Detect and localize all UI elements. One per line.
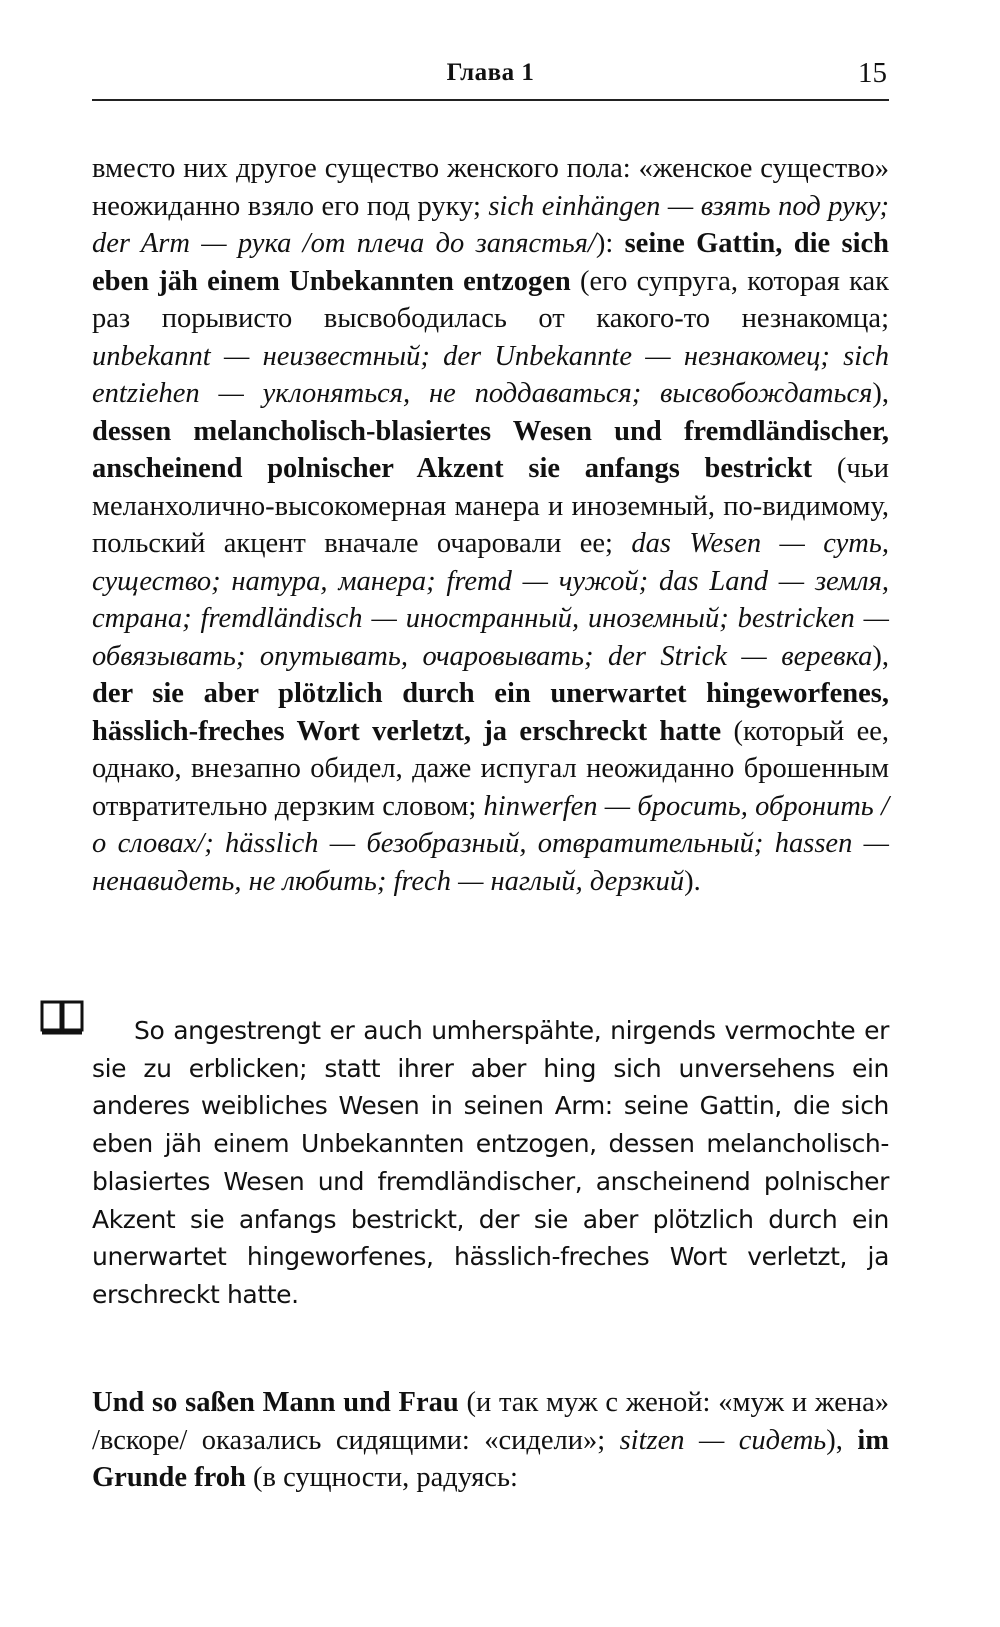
translation-text: (в сущности, радуясь: [245,1462,518,1493]
german-phrase: dessen melancholisch-blasiertes Wesen und fremdländischer, anscheinend polnischer Akzent sie anfangs bestrickt [92,415,889,484]
german-phrase: im Grunde froh [92,1424,889,1493]
vocabulary-note: sich einhängen — взять под руку; der Arm — рука /от плеча до запястья/ [92,190,889,259]
translation-text: ). [684,865,701,897]
gloss-paragraph-2 [92,1384,889,1497]
translation-text: (его супруга, которая как раз порывисто высвободилась от какого-то незнакомца; [92,265,889,334]
vocabulary-note: sitzen — сидеть [619,1424,827,1456]
page-number: 15 [858,57,887,89]
vocabulary-note: unbekannt — неизвестный; der Unbekannte — незнакомец; sich entziehen — уклоняться, не поддаваться; высвобождаться [92,340,889,409]
running-header [92,55,889,101]
translation-text: ), [872,378,889,409]
reading-paragraph [92,1012,889,1314]
chapter-title: Глава 1 [446,59,535,86]
vocabulary-note: hinwerfen — бросить, обронить /о словах/; hässlich — безобразный, отвратительный; hassen — ненавидеть, не любить; frech — наглый, дерзкий [92,790,889,897]
translation-text: вместо них другое существо женского пола: «женское существо» неожиданно взяло его под руку; [92,153,889,222]
translation-text: (который ее, однако, внезапно обидел, даже испугал неожиданно брошенным отвратительно дерзким словом; [92,715,889,822]
open-book-icon [40,1000,84,1036]
vocabulary-note: das Wesen — суть, существо; натура, манера; fremd — чужой; das Land — земля, страна; fremdländisch — иностранный, иноземный; bestricken — обвязывать; опутывать, очаровывать; der Strick — веревка [92,528,889,672]
german-phrase: Und so saßen Mann und Frau [92,1387,459,1418]
translation-text: ): [595,228,625,259]
translation-text: ), [872,640,889,672]
reading-text: So angestrengt er auch umherspähte, nirgends vermochte er sie zu erblicken; statt ihrer aber hing sich unversehens ein anderes weibliches Wesen in seinen Arm: seine Gattin, die sich eben jäh einem Unbekannten entzogen, dessen melancholisch-blasiertes Wesen und fremdländischer, anscheinend polnischer Akzent sie anfangs bestrickt, der sie aber plötzlich durch ein unerwartet hingeworfenes, hässlich-freches Wort verletzt, ja erschreckt hatte. [92,1016,889,1309]
translation-text: (чьи меланхолично-высокомерная манера и иноземный, по-видимому, польский акцент вначале очаровали ее; [92,453,889,559]
gloss-paragraph-1 [92,150,889,900]
translation-text: ), [826,1424,858,1456]
german-phrase: seine Gattin, die sich eben jäh einem Unbekannten entzogen [92,228,889,297]
translation-text: (и так муж с женой: «муж и жена» /вскоре/ оказались сидящими: «сидели»; [92,1387,889,1456]
german-phrase: der sie aber plötzlich durch ein unerwartet hingeworfenes, hässlich-freches Wort verletzt, ja erschreckt hatte [92,678,889,747]
